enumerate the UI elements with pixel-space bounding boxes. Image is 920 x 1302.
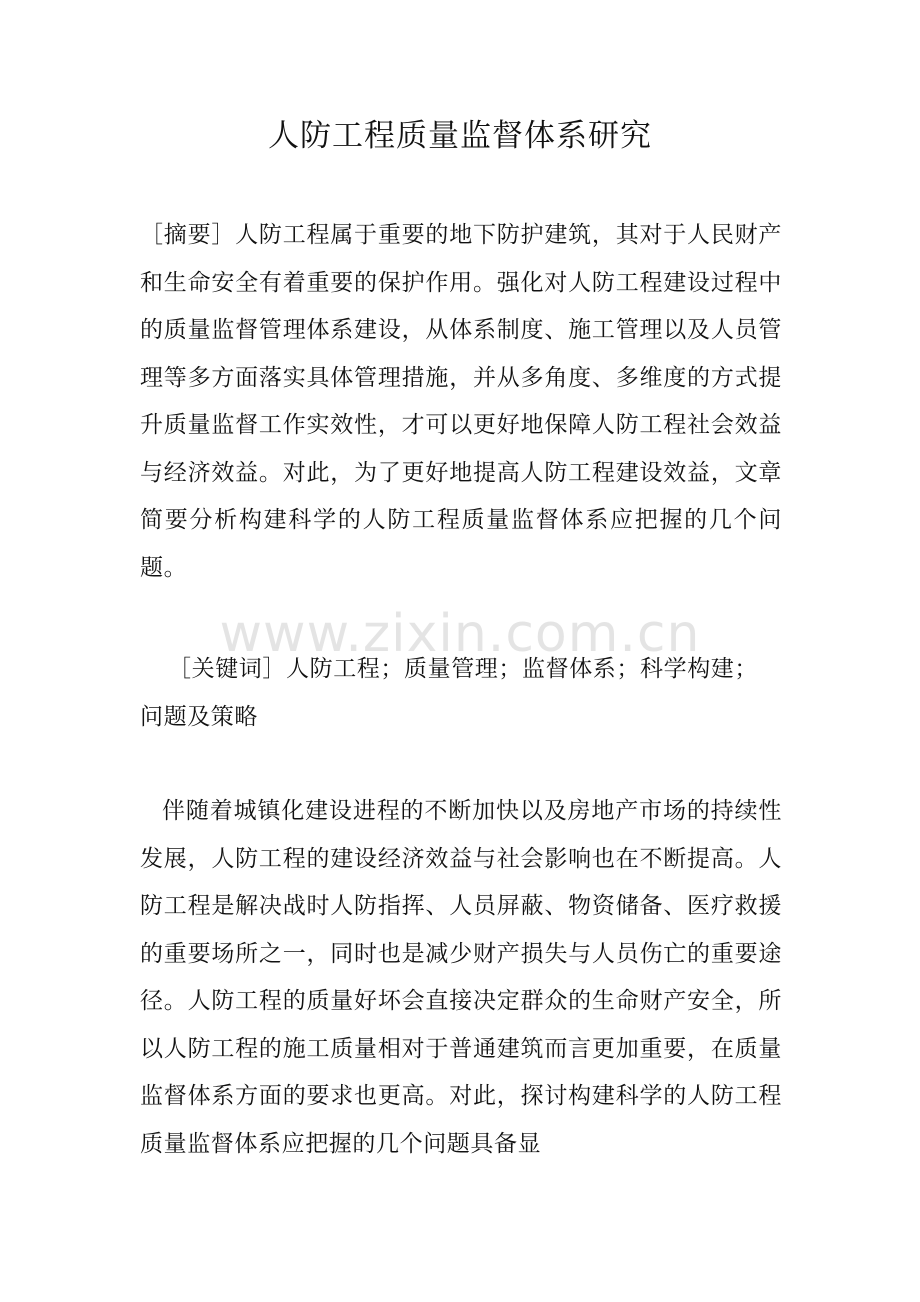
document-title: 人防工程质量监督体系研究 bbox=[268, 118, 652, 154]
watermark: www.zixin.com.cn bbox=[219, 604, 701, 664]
keywords-line: 问题及策略 bbox=[140, 703, 258, 730]
abstract-paragraph: ［摘要］人防工程属于重要的地下防护建筑，其对于人民财产和生命安全有着重要的保护作用。强化对人防工程建设过程中的质量监督管理体系建设，从体系制度、施工管理以及人员管理等多方面落实具体管理措施，并从多角度、多维度的方式提升质量监督工作实效性，才可以更好地保障人防工程社会效益与经济效益。对此，为了更好地提高人防工程建设效益，文章简要分析构建科学的人防工程质量监督体系应把握的几个问题。 bbox=[140, 222, 782, 581]
keywords-paragraph bbox=[140, 646, 782, 741]
keywords-line: ［关键词］人防工程；质量管理；监督体系；科学构建； bbox=[168, 656, 758, 682]
body-paragraph: 伴随着城镇化建设进程的不断加快以及房地产市场的持续性发展，人防工程的建设经济效益与社会影响也在不断提高。人防工程是解决战时人防指挥、人员屏蔽、物资储备、医疗救援的重要场所之一，同时也是减少财产损失与人员伤亡的重要途径。人防工程的质量好坏会直接决定群众的生命财产安全，所以人防工程的施工质量相对于普通建筑而言更加重要，在质量监督体系方面的要求也更高。对此，探讨构建科学的人防工程质量监督体系应把握的几个问题具备显 bbox=[140, 798, 782, 1157]
